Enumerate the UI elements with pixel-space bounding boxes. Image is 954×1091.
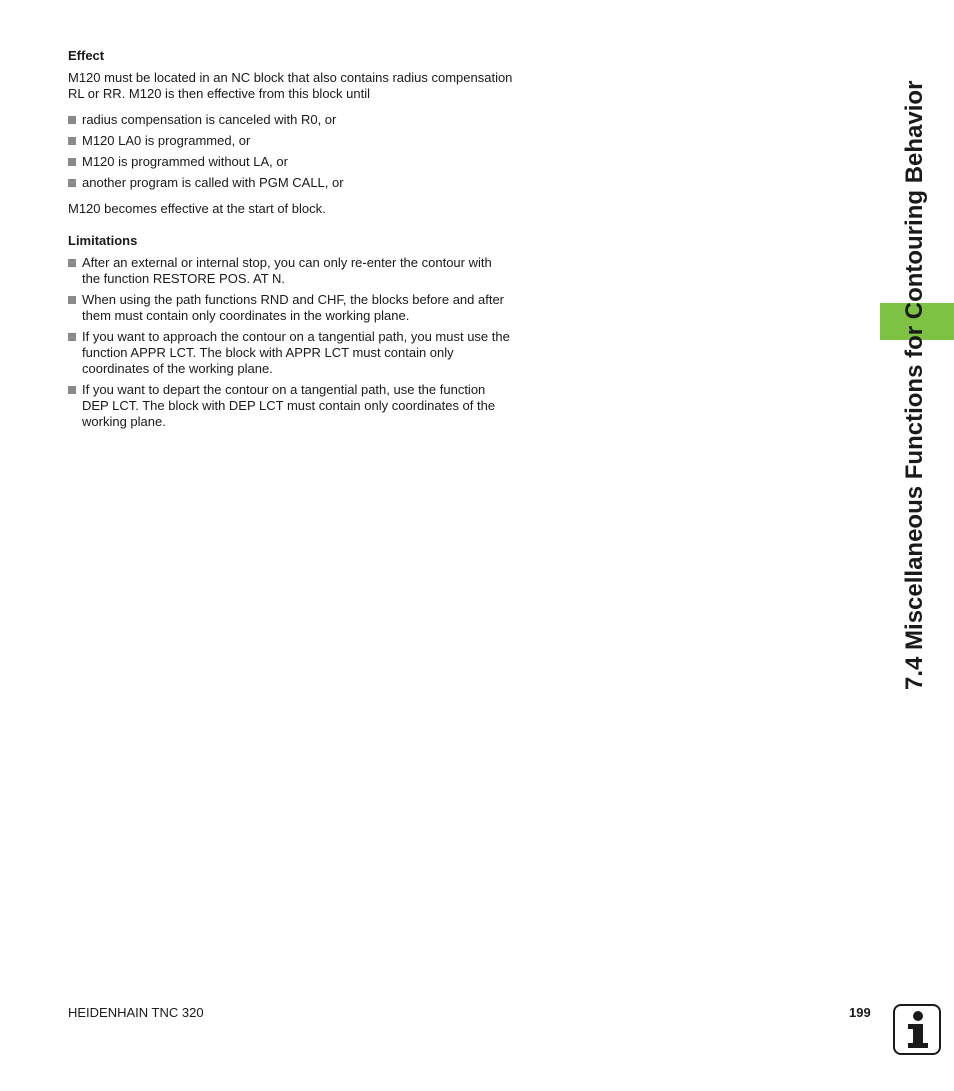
effect-outro: M120 becomes effective at the start of block.	[68, 201, 326, 216]
effect-list	[68, 112, 513, 191]
limitations-list	[68, 255, 513, 430]
list-item: If you want to depart the contour on a tangential path, use the function DEP LCT. The block with DEP LCT must contain only coordinates of the working plane.	[68, 382, 513, 430]
chapter-side-title: 7.4 Miscellaneous Functions for Contouring Behavior	[901, 80, 928, 690]
list-item: After an external or internal stop, you can only re-enter the contour with the function RESTORE POS. AT N.	[68, 255, 513, 287]
bullet-square-icon	[68, 116, 76, 124]
bullet-square-icon	[68, 137, 76, 145]
list-item: M120 is programmed without LA, or	[68, 154, 513, 170]
list-item: M120 LA0 is programmed, or	[68, 133, 513, 149]
bullet-square-icon	[68, 158, 76, 166]
bullet-square-icon	[68, 259, 76, 267]
list-item: If you want to approach the contour on a tangential path, you must use the function APPR LCT. The block with APPR LCT must contain only coordinates of the working plane.	[68, 329, 513, 377]
info-icon	[893, 1004, 941, 1055]
list-item: another program is called with PGM CALL, or	[68, 175, 513, 191]
bullet-square-icon	[68, 179, 76, 187]
bullet-square-icon	[68, 296, 76, 304]
bullet-square-icon	[68, 333, 76, 341]
limitations-heading: Limitations	[68, 233, 138, 248]
effect-intro: M120 must be located in an NC block that also contains radius compensation RL or RR. M120 is then effective from this block until	[68, 70, 513, 101]
bullet-square-icon	[68, 386, 76, 394]
footer-product: HEIDENHAIN TNC 320	[68, 1005, 204, 1020]
effect-heading: Effect	[68, 48, 105, 63]
list-item: radius compensation is canceled with R0, or	[68, 112, 513, 128]
page-number: 199	[849, 1005, 871, 1020]
list-item: When using the path functions RND and CHF, the blocks before and after them must contain only coordinates in the working plane.	[68, 292, 513, 324]
page-content	[68, 48, 513, 440]
